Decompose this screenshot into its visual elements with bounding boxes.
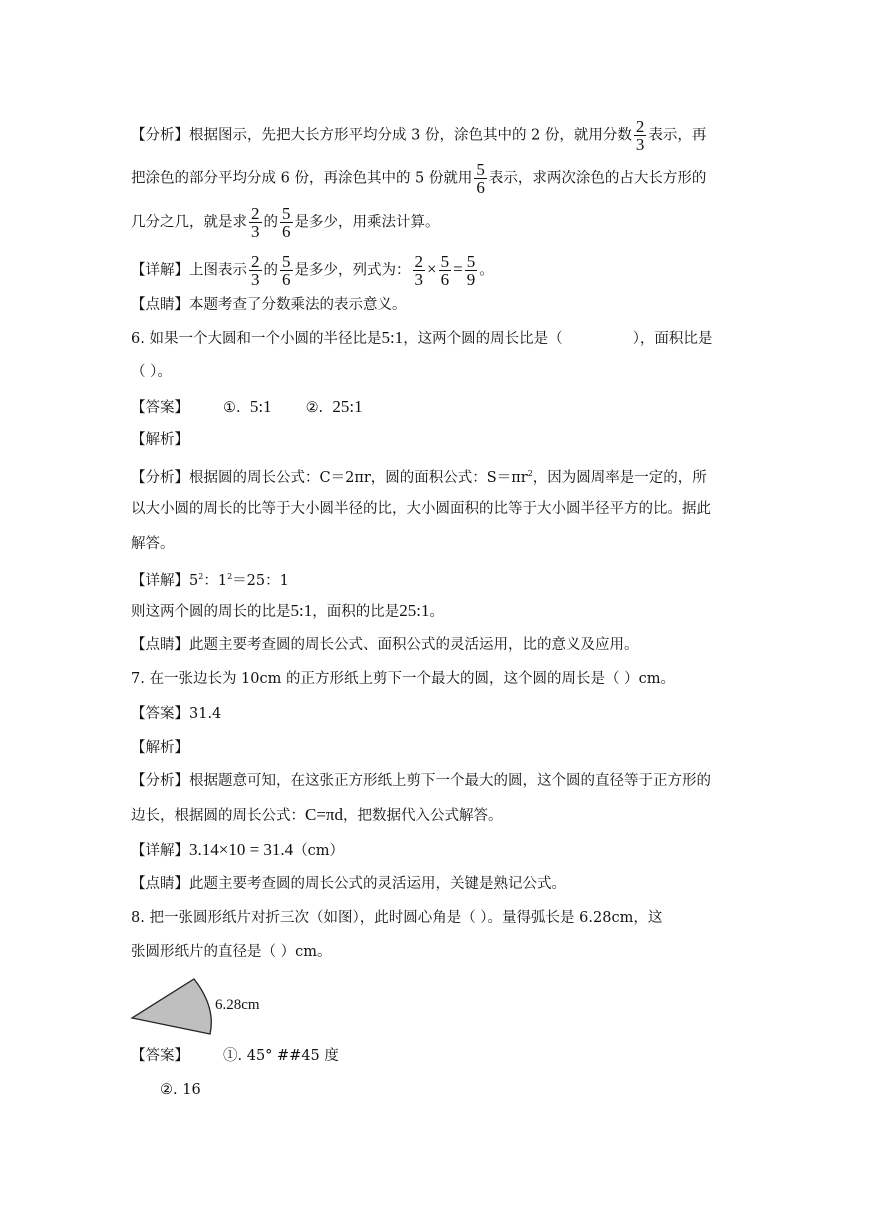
answer-7: 【答案】31.4 bbox=[131, 706, 222, 722]
result-6: 则这两个圆的周长的比是5:1，面积的比是25:1。 bbox=[131, 601, 444, 620]
question-6-line-2: （ ）。 bbox=[131, 364, 172, 380]
question-8-line-2: 张圆形纸片的直径是（ ）cm。 bbox=[131, 944, 332, 960]
analysis-6-line-3: 解答。 bbox=[131, 536, 175, 552]
analysis-line-3: 几分之几，就是求 $\frac{2}{3}$ 的 $\frac{5}{6}$ 是多少，用乘法计算。 bbox=[131, 204, 440, 241]
fraction-2-3: $\frac{2}{3}$ bbox=[251, 252, 260, 289]
fraction-2-3: $\frac{2}{3}$ bbox=[635, 117, 645, 154]
detail-6: 【详解】$5^2$：$1^2=25$：1 bbox=[131, 572, 289, 589]
point-7: 【点睛】此题主要考查圆的周长公式的灵活运用，关键是熟记公式。 bbox=[131, 876, 566, 892]
detail-7: 【详解】3.14×10 = 31.4（cm） bbox=[131, 840, 345, 859]
analysis-6-line-1: 【分析】根据圆的周长公式：C＝2πr，圆的面积公式：$S=\pi r^2$，因为圆周率是一定的，所 bbox=[131, 469, 707, 486]
sector-shape bbox=[132, 979, 211, 1034]
point-line: 【点睛】本题考查了分数乘法的表示意义。 bbox=[131, 297, 407, 313]
point-6: 【点睛】此题主要考查圆的周长公式、面积公式的灵活运用，比的意义及应用。 bbox=[131, 637, 639, 653]
analysis-text: 【分析】根据图示，先把大长方形平均分成 3 份，涂色其中的 2 份，就用分数 bbox=[131, 127, 632, 144]
fraction-5-6: $\frac{5}{6}$ bbox=[440, 252, 450, 289]
question-8-line-1: 8. 把一张圆形纸片对折三次（如图），此时圆心角是（ ）。量得弧长是 6.28cm，这 bbox=[131, 910, 663, 926]
analysis-7-line-1: 【分析】根据题意可知，在这张正方形纸上剪下一个最大的圆，这个圆的直径等于正方形的 bbox=[131, 773, 711, 789]
question-7: 7. 在一张边长为 10cm 的正方形纸上剪下一个最大的圆，这个圆的周长是（ ）cm。 bbox=[131, 671, 675, 687]
jiexi-7: 【解析】 bbox=[131, 740, 189, 756]
fraction-5-6: $\frac{5}{6}$ bbox=[282, 204, 291, 241]
sector-figure bbox=[128, 975, 278, 1037]
fraction-2-3: $\frac{2}{3}$ bbox=[251, 204, 260, 241]
answer-8: 【答案】 ①. 45° ##45 度 bbox=[131, 1048, 339, 1064]
fraction-5-6: $\frac{5}{6}$ bbox=[282, 252, 291, 289]
jiexi-6: 【解析】 bbox=[131, 432, 189, 448]
fraction-5-9: $\frac{5}{9}$ bbox=[466, 252, 476, 289]
question-6-line-1: 6. 如果一个大圆和一个小圆的半径比是5:1，这两个圆的周长比是（ ），面积比是 bbox=[131, 328, 713, 347]
detail-line: 【详解】上图表示 $\frac{2}{3}$ 的 $\frac{5}{6}$ 是多少，列式为： $\frac{2}{3}$ × $\frac{5}{6}$ = $\frac{5}{9}$ 。 bbox=[131, 252, 494, 289]
analysis-line-2: 把涂色的部分平均分成 6 份，再涂色其中的 5 份就用 $\frac{5}{6}$ 表示，求两次涂色的占大长方形的 bbox=[131, 160, 707, 197]
fraction-5-6: $\frac{5}{6}$ bbox=[476, 160, 485, 197]
analysis-text: 表示，再 bbox=[648, 127, 707, 144]
answer-8-part-2: ②. 16 bbox=[160, 1082, 201, 1098]
arc-length-label: 6.28cm bbox=[215, 997, 260, 1013]
analysis-7-line-2: 边长，根据圆的周长公式：C=πd，把数据代入公式解答。 bbox=[131, 805, 503, 824]
analysis-6-line-2: 以大小圆的周长的比等于大小圆半径的比，大小圆面积的比等于大小圆半径平方的比。据此 bbox=[131, 501, 711, 517]
analysis-line-1 bbox=[131, 118, 706, 153]
fraction-2-3: $\frac{2}{3}$ bbox=[414, 252, 423, 289]
answer-6: 【答案】 ①. 5:1 ②. 25:1 bbox=[131, 397, 363, 416]
